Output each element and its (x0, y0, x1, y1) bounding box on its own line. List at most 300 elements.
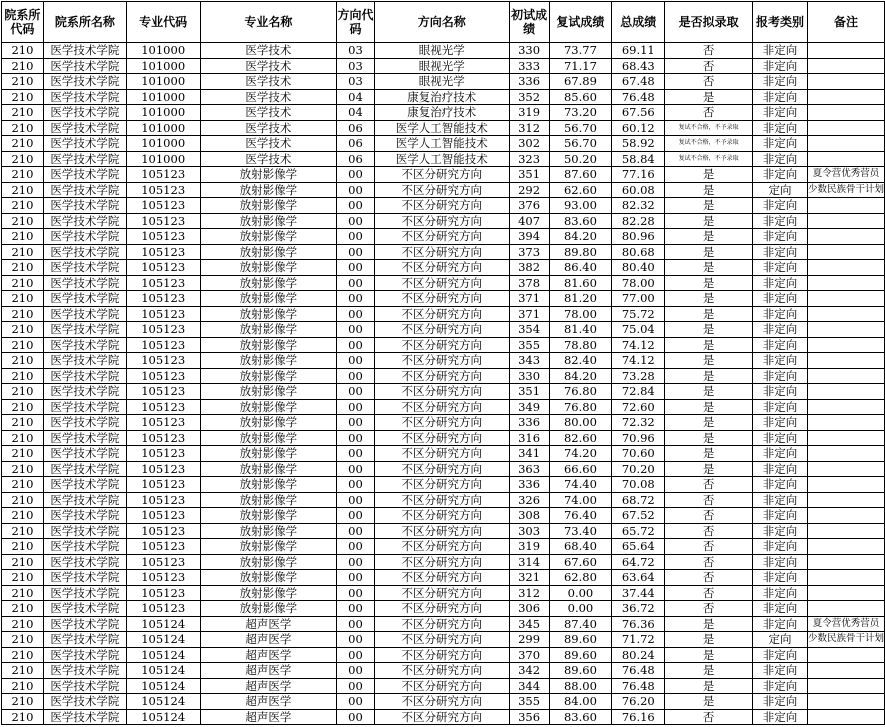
cell-total-score: 75.04 (612, 322, 665, 338)
cell-direction-code: 00 (337, 570, 375, 586)
table-row (2, 198, 885, 214)
cell-major-name: 放射影像学 (200, 477, 336, 493)
cell-total-score: 68.43 (612, 58, 665, 74)
table-row (2, 415, 885, 431)
cell-dept-code: 210 (2, 632, 44, 648)
cell-total-score: 72.32 (612, 415, 665, 431)
cell-category: 非定向 (753, 136, 808, 152)
cell-retest-score: 89.60 (549, 632, 612, 648)
cell-initial-score: 326 (509, 492, 549, 508)
cell-major-code: 105123 (126, 523, 200, 539)
cell-total-score: 72.84 (612, 384, 665, 400)
cell-category: 非定向 (753, 678, 808, 694)
cell-major-name: 放射影像学 (200, 384, 336, 400)
cell-major-code: 105123 (126, 244, 200, 260)
cell-admitted: 否 (665, 58, 753, 74)
cell-dept-code: 210 (2, 446, 44, 462)
table-row (2, 523, 885, 539)
cell-total-score: 71.72 (612, 632, 665, 648)
cell-admitted: 是 (665, 291, 753, 307)
header-retest-score: 复试成绩 (549, 2, 612, 43)
cell-category: 非定向 (753, 167, 808, 183)
cell-retest-score: 93.00 (549, 198, 612, 214)
cell-major-name: 放射影像学 (200, 585, 336, 601)
cell-dept-name: 医学技术学院 (43, 244, 126, 260)
table-row (2, 353, 885, 369)
cell-direction-name: 不区分研究方向 (374, 182, 509, 198)
cell-direction-name: 不区分研究方向 (374, 632, 509, 648)
cell-initial-score: 371 (509, 306, 549, 322)
cell-total-score: 80.96 (612, 229, 665, 245)
cell-major-code: 105123 (126, 477, 200, 493)
header-dept-code: 院系所代码 (2, 2, 44, 43)
cell-dept-code: 210 (2, 492, 44, 508)
cell-category: 非定向 (753, 539, 808, 555)
cell-major-name: 放射影像学 (200, 167, 336, 183)
cell-admitted: 是 (665, 244, 753, 260)
cell-major-code: 105124 (126, 632, 200, 648)
header-total-score: 总成绩 (612, 2, 665, 43)
cell-direction-name: 不区分研究方向 (374, 337, 509, 353)
cell-initial-score: 341 (509, 446, 549, 462)
cell-total-score: 64.72 (612, 554, 665, 570)
cell-initial-score: 407 (509, 213, 549, 229)
cell-retest-score: 89.60 (549, 663, 612, 679)
cell-initial-score: 330 (509, 368, 549, 384)
cell-note (807, 353, 884, 369)
cell-direction-name: 不区分研究方向 (374, 492, 509, 508)
cell-total-score: 72.60 (612, 399, 665, 415)
cell-direction-name: 不区分研究方向 (374, 616, 509, 632)
cell-dept-code: 210 (2, 353, 44, 369)
cell-dept-code: 210 (2, 368, 44, 384)
cell-direction-code: 00 (337, 182, 375, 198)
cell-dept-code: 210 (2, 120, 44, 136)
cell-retest-score: 84.20 (549, 229, 612, 245)
cell-initial-score: 316 (509, 430, 549, 446)
cell-dept-code: 210 (2, 415, 44, 431)
cell-admitted: 是 (665, 647, 753, 663)
cell-direction-code: 00 (337, 477, 375, 493)
cell-direction-code: 00 (337, 368, 375, 384)
cell-direction-code: 00 (337, 461, 375, 477)
cell-total-score: 67.48 (612, 74, 665, 90)
cell-total-score: 76.20 (612, 694, 665, 710)
cell-admitted: 是 (665, 368, 753, 384)
cell-note (807, 136, 884, 152)
table-row (2, 678, 885, 694)
cell-dept-code: 210 (2, 136, 44, 152)
cell-retest-score: 73.77 (549, 43, 612, 59)
cell-note (807, 601, 884, 617)
cell-total-score: 58.84 (612, 151, 665, 167)
cell-direction-code: 00 (337, 601, 375, 617)
table-row (2, 492, 885, 508)
cell-retest-score: 86.40 (549, 260, 612, 276)
cell-major-code: 105123 (126, 399, 200, 415)
cell-direction-name: 不区分研究方向 (374, 291, 509, 307)
cell-category: 非定向 (753, 446, 808, 462)
cell-retest-score: 78.80 (549, 337, 612, 353)
cell-dept-name: 医学技术学院 (43, 446, 126, 462)
cell-initial-score: 342 (509, 663, 549, 679)
cell-dept-name: 医学技术学院 (43, 198, 126, 214)
table-row (2, 601, 885, 617)
cell-major-name: 医学技术 (200, 105, 336, 121)
cell-initial-score: 336 (509, 74, 549, 90)
cell-admitted: 否 (665, 105, 753, 121)
cell-retest-score: 78.00 (549, 306, 612, 322)
cell-admitted: 否 (665, 74, 753, 90)
cell-major-code: 105123 (126, 601, 200, 617)
cell-initial-score: 336 (509, 415, 549, 431)
cell-major-name: 医学技术 (200, 58, 336, 74)
cell-retest-score: 56.70 (549, 120, 612, 136)
cell-initial-score: 319 (509, 539, 549, 555)
cell-direction-code: 00 (337, 229, 375, 245)
cell-note (807, 275, 884, 291)
cell-major-code: 101000 (126, 120, 200, 136)
cell-dept-name: 医学技术学院 (43, 182, 126, 198)
cell-major-name: 超声医学 (200, 678, 336, 694)
cell-category: 非定向 (753, 43, 808, 59)
cell-direction-code: 03 (337, 58, 375, 74)
cell-retest-score: 84.20 (549, 368, 612, 384)
cell-direction-code: 06 (337, 151, 375, 167)
cell-major-code: 105123 (126, 291, 200, 307)
cell-initial-score: 373 (509, 244, 549, 260)
cell-dept-code: 210 (2, 167, 44, 183)
cell-admitted: 否 (665, 508, 753, 524)
cell-retest-score: 83.60 (549, 213, 612, 229)
table-row (2, 291, 885, 307)
cell-admitted: 是 (665, 198, 753, 214)
cell-note (807, 58, 884, 74)
cell-direction-code: 00 (337, 167, 375, 183)
cell-direction-name: 不区分研究方向 (374, 244, 509, 260)
cell-retest-score: 74.00 (549, 492, 612, 508)
cell-direction-code: 06 (337, 136, 375, 152)
cell-direction-name: 不区分研究方向 (374, 554, 509, 570)
table-row (2, 337, 885, 353)
cell-direction-code: 00 (337, 198, 375, 214)
cell-direction-code: 00 (337, 523, 375, 539)
cell-category: 非定向 (753, 275, 808, 291)
cell-major-code: 101000 (126, 105, 200, 121)
cell-dept-name: 医学技术学院 (43, 632, 126, 648)
cell-direction-name: 不区分研究方向 (374, 647, 509, 663)
cell-note (807, 43, 884, 59)
cell-dept-name: 医学技术学院 (43, 616, 126, 632)
cell-admitted: 否 (665, 539, 753, 555)
cell-direction-code: 00 (337, 213, 375, 229)
cell-category: 非定向 (753, 105, 808, 121)
cell-category: 非定向 (753, 554, 808, 570)
cell-direction-code: 00 (337, 430, 375, 446)
cell-direction-name: 医学人工智能技术 (374, 136, 509, 152)
cell-initial-score: 382 (509, 260, 549, 276)
cell-major-name: 超声医学 (200, 616, 336, 632)
cell-major-code: 105123 (126, 213, 200, 229)
cell-admitted: 是 (665, 461, 753, 477)
cell-total-score: 65.72 (612, 523, 665, 539)
cell-dept-code: 210 (2, 291, 44, 307)
cell-major-code: 105123 (126, 415, 200, 431)
cell-dept-code: 210 (2, 678, 44, 694)
cell-admitted: 是 (665, 182, 753, 198)
cell-retest-score: 67.60 (549, 554, 612, 570)
cell-retest-score: 56.70 (549, 136, 612, 152)
cell-category: 非定向 (753, 337, 808, 353)
cell-dept-name: 医学技术学院 (43, 430, 126, 446)
cell-total-score: 76.48 (612, 678, 665, 694)
cell-admitted: 是 (665, 353, 753, 369)
cell-dept-code: 210 (2, 182, 44, 198)
cell-dept-name: 医学技术学院 (43, 136, 126, 152)
cell-admitted: 是 (665, 632, 753, 648)
cell-dept-name: 医学技术学院 (43, 291, 126, 307)
cell-category: 非定向 (753, 508, 808, 524)
cell-major-code: 101000 (126, 58, 200, 74)
cell-direction-name: 不区分研究方向 (374, 585, 509, 601)
cell-major-code: 105123 (126, 182, 200, 198)
cell-total-score: 73.28 (612, 368, 665, 384)
cell-dept-code: 210 (2, 244, 44, 260)
cell-direction-name: 不区分研究方向 (374, 601, 509, 617)
cell-total-score: 78.00 (612, 275, 665, 291)
cell-retest-score: 88.00 (549, 678, 612, 694)
table-row (2, 399, 885, 415)
cell-note: 夏令营优秀营员 (807, 616, 884, 632)
cell-note (807, 678, 884, 694)
cell-direction-name: 不区分研究方向 (374, 306, 509, 322)
cell-dept-name: 医学技术学院 (43, 151, 126, 167)
cell-direction-name: 医学人工智能技术 (374, 151, 509, 167)
cell-dept-name: 医学技术学院 (43, 229, 126, 245)
cell-direction-name: 不区分研究方向 (374, 213, 509, 229)
cell-total-score: 36.72 (612, 601, 665, 617)
cell-total-score: 60.08 (612, 182, 665, 198)
cell-direction-name: 不区分研究方向 (374, 322, 509, 338)
cell-direction-code: 00 (337, 616, 375, 632)
cell-dept-code: 210 (2, 306, 44, 322)
cell-initial-score: 378 (509, 275, 549, 291)
cell-total-score: 58.92 (612, 136, 665, 152)
cell-dept-name: 医学技术学院 (43, 213, 126, 229)
cell-category: 非定向 (753, 709, 808, 725)
cell-major-name: 放射影像学 (200, 244, 336, 260)
cell-direction-code: 00 (337, 508, 375, 524)
cell-note (807, 461, 884, 477)
cell-category: 非定向 (753, 477, 808, 493)
cell-admitted: 是 (665, 399, 753, 415)
cell-direction-name: 不区分研究方向 (374, 446, 509, 462)
cell-major-name: 放射影像学 (200, 198, 336, 214)
cell-direction-code: 00 (337, 384, 375, 400)
cell-direction-code: 00 (337, 539, 375, 555)
table-row (2, 105, 885, 121)
cell-note: 少数民族骨干计划 (807, 632, 884, 648)
cell-dept-name: 医学技术学院 (43, 492, 126, 508)
cell-dept-name: 医学技术学院 (43, 368, 126, 384)
cell-total-score: 82.28 (612, 213, 665, 229)
cell-major-name: 放射影像学 (200, 492, 336, 508)
cell-retest-score: 81.20 (549, 291, 612, 307)
header-category: 报考类别 (753, 2, 808, 43)
cell-direction-name: 不区分研究方向 (374, 229, 509, 245)
cell-total-score: 67.56 (612, 105, 665, 121)
cell-admitted: 否 (665, 43, 753, 59)
table-row (2, 554, 885, 570)
cell-initial-score: 351 (509, 384, 549, 400)
cell-initial-score: 319 (509, 105, 549, 121)
cell-category: 定向 (753, 182, 808, 198)
cell-admitted: 是 (665, 430, 753, 446)
cell-dept-code: 210 (2, 508, 44, 524)
cell-note (807, 368, 884, 384)
cell-major-code: 105123 (126, 461, 200, 477)
cell-major-name: 放射影像学 (200, 353, 336, 369)
cell-category: 定向 (753, 632, 808, 648)
cell-dept-code: 210 (2, 523, 44, 539)
cell-note (807, 384, 884, 400)
cell-dept-code: 210 (2, 539, 44, 555)
cell-direction-code: 00 (337, 353, 375, 369)
cell-category: 非定向 (753, 461, 808, 477)
cell-major-code: 105123 (126, 492, 200, 508)
table-row (2, 120, 885, 136)
cell-category: 非定向 (753, 585, 808, 601)
cell-initial-score: 376 (509, 198, 549, 214)
cell-dept-name: 医学技术学院 (43, 461, 126, 477)
cell-initial-score: 292 (509, 182, 549, 198)
cell-dept-code: 210 (2, 322, 44, 338)
cell-major-name: 放射影像学 (200, 570, 336, 586)
cell-category: 非定向 (753, 570, 808, 586)
cell-note (807, 647, 884, 663)
cell-dept-code: 210 (2, 260, 44, 276)
cell-dept-code: 210 (2, 554, 44, 570)
cell-major-name: 放射影像学 (200, 275, 336, 291)
cell-major-name: 放射影像学 (200, 291, 336, 307)
cell-major-code: 105123 (126, 260, 200, 276)
cell-retest-score: 76.80 (549, 399, 612, 415)
cell-category: 非定向 (753, 601, 808, 617)
cell-dept-name: 医学技术学院 (43, 709, 126, 725)
cell-major-code: 105124 (126, 709, 200, 725)
cell-initial-score: 356 (509, 709, 549, 725)
cell-total-score: 77.00 (612, 291, 665, 307)
cell-major-name: 放射影像学 (200, 322, 336, 338)
cell-dept-code: 210 (2, 151, 44, 167)
cell-direction-code: 00 (337, 709, 375, 725)
cell-direction-name: 眼视光学 (374, 43, 509, 59)
table-row (2, 151, 885, 167)
cell-direction-code: 00 (337, 306, 375, 322)
cell-category: 非定向 (753, 213, 808, 229)
cell-major-code: 105123 (126, 198, 200, 214)
cell-category: 非定向 (753, 663, 808, 679)
cell-initial-score: 333 (509, 58, 549, 74)
cell-note (807, 492, 884, 508)
cell-direction-name: 不区分研究方向 (374, 384, 509, 400)
cell-initial-score: 308 (509, 508, 549, 524)
cell-note (807, 585, 884, 601)
cell-initial-score: 345 (509, 616, 549, 632)
cell-retest-score: 80.00 (549, 415, 612, 431)
cell-category: 非定向 (753, 58, 808, 74)
cell-major-code: 105123 (126, 508, 200, 524)
cell-dept-code: 210 (2, 430, 44, 446)
cell-admitted: 是 (665, 275, 753, 291)
cell-category: 非定向 (753, 399, 808, 415)
cell-direction-name: 康复治疗技术 (374, 89, 509, 105)
header-major-code: 专业代码 (126, 2, 200, 43)
cell-total-score: 65.64 (612, 539, 665, 555)
cell-dept-name: 医学技术学院 (43, 647, 126, 663)
cell-retest-score: 50.20 (549, 151, 612, 167)
cell-initial-score: 306 (509, 601, 549, 617)
cell-retest-score: 82.60 (549, 430, 612, 446)
cell-admitted: 是 (665, 446, 753, 462)
cell-major-code: 105123 (126, 570, 200, 586)
cell-dept-name: 医学技术学院 (43, 120, 126, 136)
cell-category: 非定向 (753, 89, 808, 105)
cell-category: 非定向 (753, 368, 808, 384)
cell-total-score: 76.16 (612, 709, 665, 725)
cell-major-name: 放射影像学 (200, 539, 336, 555)
cell-total-score: 80.68 (612, 244, 665, 260)
cell-major-code: 105123 (126, 322, 200, 338)
cell-initial-score: 343 (509, 353, 549, 369)
cell-admitted: 复试不合格，不予录取 (665, 136, 753, 152)
cell-dept-code: 210 (2, 570, 44, 586)
cell-dept-name: 医学技术学院 (43, 43, 126, 59)
cell-direction-name: 不区分研究方向 (374, 694, 509, 710)
cell-note (807, 229, 884, 245)
cell-direction-name: 不区分研究方向 (374, 539, 509, 555)
cell-total-score: 68.72 (612, 492, 665, 508)
cell-admitted: 是 (665, 663, 753, 679)
cell-category: 非定向 (753, 523, 808, 539)
cell-initial-score: 355 (509, 337, 549, 353)
cell-dept-name: 医学技术学院 (43, 74, 126, 90)
cell-direction-name: 不区分研究方向 (374, 368, 509, 384)
cell-direction-name: 不区分研究方向 (374, 570, 509, 586)
cell-dept-code: 210 (2, 213, 44, 229)
cell-major-code: 105124 (126, 678, 200, 694)
cell-note (807, 523, 884, 539)
cell-major-code: 105123 (126, 353, 200, 369)
cell-retest-score: 62.60 (549, 182, 612, 198)
cell-note (807, 105, 884, 121)
cell-total-score: 70.60 (612, 446, 665, 462)
cell-direction-name: 不区分研究方向 (374, 523, 509, 539)
cell-direction-code: 04 (337, 89, 375, 105)
cell-retest-score: 89.80 (549, 244, 612, 260)
cell-initial-score: 354 (509, 322, 549, 338)
cell-major-name: 放射影像学 (200, 446, 336, 462)
cell-major-name: 超声医学 (200, 647, 336, 663)
cell-total-score: 76.48 (612, 663, 665, 679)
cell-admitted: 是 (665, 89, 753, 105)
cell-major-code: 105123 (126, 337, 200, 353)
cell-total-score: 75.72 (612, 306, 665, 322)
cell-admitted: 否 (665, 492, 753, 508)
header-major-name: 专业名称 (200, 2, 336, 43)
cell-direction-name: 康复治疗技术 (374, 105, 509, 121)
table-row (2, 322, 885, 338)
